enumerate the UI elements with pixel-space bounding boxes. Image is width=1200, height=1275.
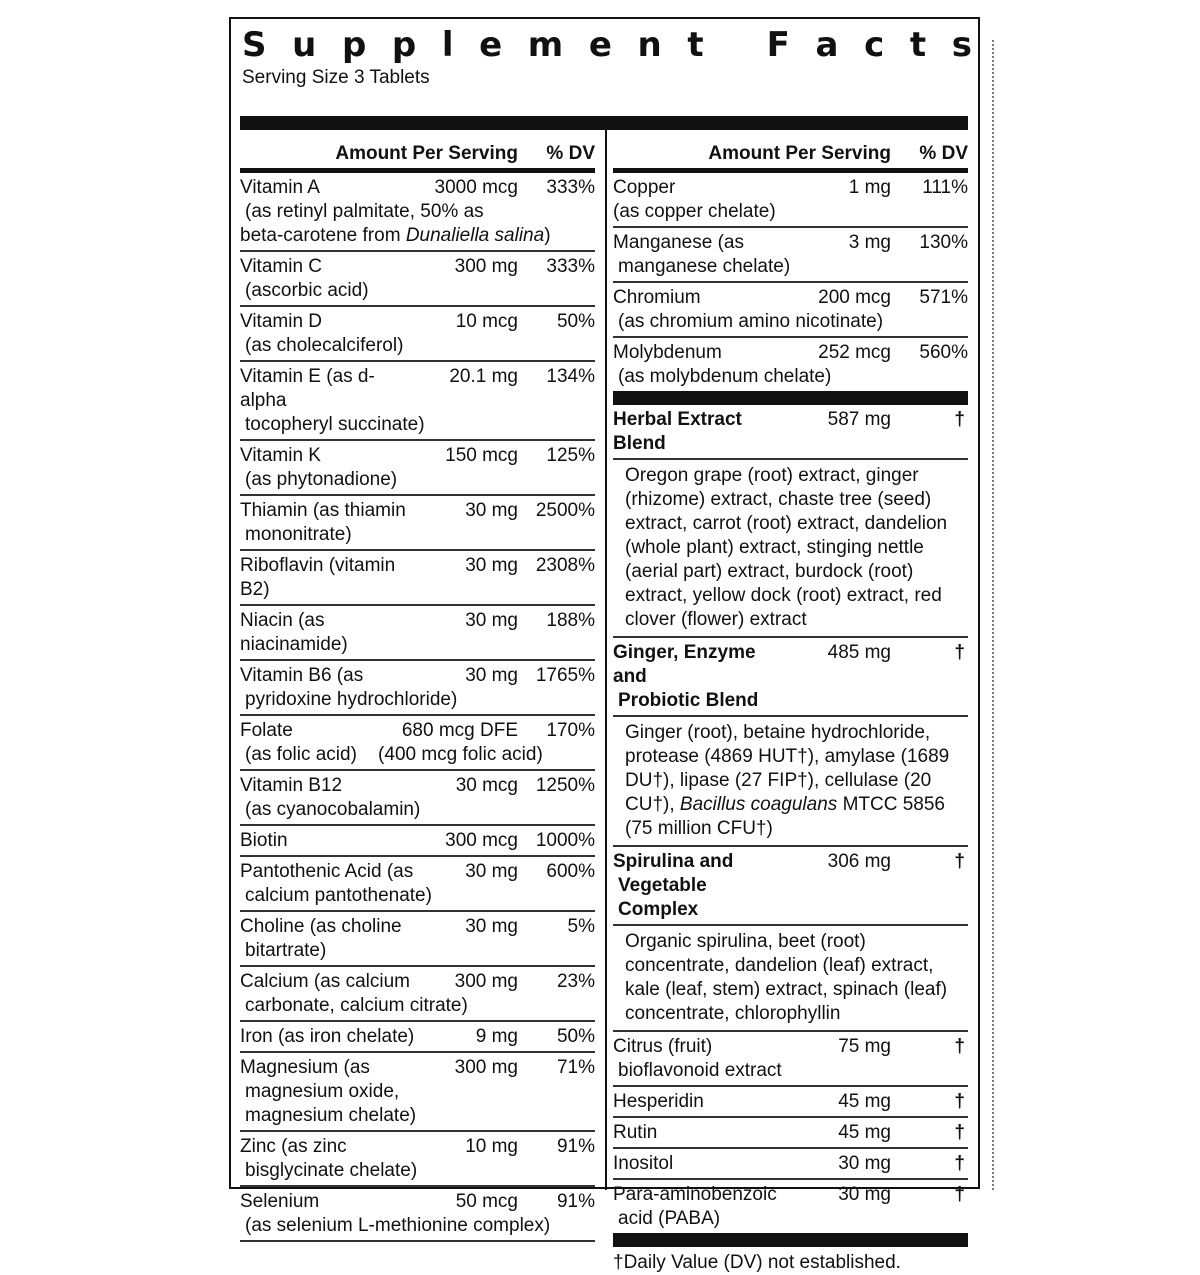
blend-name: Herbal Extract Blend	[613, 409, 742, 454]
nutrient-name: Calcium (as calcium	[240, 971, 410, 992]
nutrient-row-vitamin-k	[240, 441, 595, 496]
nutrient-name: Vitamin C	[240, 256, 323, 277]
nutrient-name: Pantothenic Acid (as	[240, 861, 414, 882]
nutrient-row-zinc	[240, 1132, 595, 1187]
nutrient-name: Rutin	[613, 1122, 658, 1143]
nutrient-name: Vitamin E (as d-alpha	[240, 366, 375, 411]
title-letter: l	[441, 25, 454, 65]
left-column	[240, 130, 595, 1242]
nutrient-source: mononitrate)	[245, 524, 352, 545]
nutrient-source: (as copper chelate)	[613, 201, 776, 222]
nutrient-name: Vitamin A	[240, 177, 320, 198]
nutrient-name: Thiamin (as thiamin	[240, 500, 406, 521]
title-letter: e	[588, 25, 612, 65]
dagger-mark: †	[954, 1184, 965, 1205]
species-name: Dunaliella salina	[405, 225, 545, 246]
nutrient-amount: 30 mg	[465, 861, 518, 882]
title-letter: s	[951, 25, 972, 65]
nutrient-source: (as folic acid) (400 mcg folic acid)	[245, 744, 543, 765]
title-letter: a	[815, 25, 839, 65]
thick-rule	[613, 391, 968, 405]
footnote: †Daily Value (DV) not established.	[613, 1252, 901, 1273]
nutrient-amount: 300 mg	[454, 971, 518, 992]
nutrient-row-molybdenum	[613, 338, 968, 391]
nutrient-dv: 2308%	[535, 555, 595, 576]
blend-amount: 306 mg	[827, 851, 891, 872]
nutrient-dv: 50%	[556, 1026, 595, 1047]
nutrient-name: Vitamin D	[240, 311, 323, 332]
nutrient-name: Vitamin K	[240, 445, 321, 466]
nutrient-dv: 1250%	[535, 775, 595, 796]
nutrient-row-vitamin-b12	[240, 771, 595, 826]
nutrient-name: Biotin	[240, 830, 288, 851]
blend-ingredients-herbal: Oregon grape (root) extract, ginger (rhizome) extract, chaste tree (seed) extract, carrot (root) extract, dandelion (whole plant) extract, stinging nettle (aerial part) extract, burdock (root) extract, yellow dock (root) extract, red clover (flower) extract	[613, 460, 968, 638]
nutrient-amount: 200 mcg	[818, 287, 891, 308]
nutrient-amount: 680 mcg DFE	[401, 720, 518, 741]
nutrient-row-calcium	[240, 967, 595, 1022]
title-letter	[729, 25, 741, 65]
dagger-mark: †	[954, 1091, 965, 1112]
blend-amount: 587 mg	[827, 409, 891, 430]
title-letter: c	[864, 25, 885, 65]
title-letter: u	[292, 25, 317, 65]
nutrient-dv: 134%	[546, 366, 595, 387]
blend-ingredients-ginger: Ginger (root), betaine hydrochloride, protease (4869 HUT†), amylase (1689 DU†), lipase (27 FIP†), cellulase (20 CU†), Bacillus coagulans MTCC 5856 (75 million CFU†)	[613, 717, 968, 847]
nutrient-dv: 333%	[546, 256, 595, 277]
nutrient-name: Folate	[240, 720, 293, 741]
nutrient-name: Magnesium (as	[240, 1057, 370, 1078]
nutrient-source: carbonate, calcium citrate)	[245, 995, 468, 1016]
nutrient-amount: 30 mg	[465, 500, 518, 521]
nutrient-dv: 2500%	[535, 500, 595, 521]
title-letter: S	[242, 25, 267, 65]
right-column	[613, 130, 968, 1275]
nutrient-row-rutin	[613, 1118, 968, 1149]
nutrient-source: bioflavonoid extract	[618, 1060, 782, 1081]
nutrient-row-chromium	[613, 283, 968, 338]
nutrient-name: Inositol	[613, 1153, 674, 1174]
nutrient-name: Niacin (as niacinamide)	[240, 610, 348, 655]
nutrient-dv: 560%	[919, 342, 968, 363]
nutrient-source: (as cholecalciferol)	[245, 335, 404, 356]
nutrient-dv: 5%	[567, 916, 595, 937]
thick-rule	[240, 116, 968, 130]
nutrient-row-biotin	[240, 826, 595, 857]
nutrient-amount: 300 mcg	[445, 830, 518, 851]
nutrient-row-pantothenic-acid	[240, 857, 595, 912]
blend-name: Ginger, Enzyme and	[613, 642, 756, 687]
nutrient-name: Copper	[613, 177, 676, 198]
nutrient-amount: 30 mg	[465, 665, 518, 686]
nutrient-amount: 20.1 mg	[449, 366, 518, 387]
folic-acid-note: (400 mcg folic acid)	[378, 744, 543, 765]
nutrient-dv: 1765%	[535, 665, 595, 686]
nutrient-source: tocopheryl succinate)	[245, 414, 425, 435]
nutrient-name: Selenium	[240, 1191, 320, 1212]
nutrient-amount: 10 mcg	[455, 311, 518, 332]
nutrient-dv: 333%	[546, 177, 595, 198]
nutrient-amount: 30 mg	[838, 1184, 891, 1205]
nutrient-name: Vitamin B6 (as	[240, 665, 364, 686]
nutrient-amount: 45 mg	[838, 1091, 891, 1112]
nutrient-dv: 571%	[919, 287, 968, 308]
dagger-mark: †	[954, 851, 965, 872]
nutrient-source: (ascorbic acid)	[245, 280, 369, 301]
nutrient-source-2: beta-carotene from Dunaliella salina)	[240, 225, 551, 246]
nutrient-dv: 170%	[546, 720, 595, 741]
blend-name-2: Vegetable Complex	[618, 875, 707, 920]
nutrient-source: (as cyanocobalamin)	[245, 799, 421, 820]
nutrient-amount: 10 mg	[465, 1136, 518, 1157]
blend-row-herbal-extract	[613, 405, 968, 460]
nutrient-row-inositol	[613, 1149, 968, 1180]
title-letter: F	[766, 25, 790, 65]
nutrient-dv: 130%	[919, 232, 968, 253]
nutrient-row-riboflavin	[240, 551, 595, 606]
dagger-mark: †	[954, 1122, 965, 1143]
nutrient-row-copper	[613, 173, 968, 228]
nutrient-amount: 300 mg	[454, 256, 518, 277]
supplement-facts-panel	[229, 17, 980, 1273]
nutrient-source: acid (PABA)	[618, 1208, 721, 1229]
nutrient-name: Para-aminobenzoic	[613, 1184, 777, 1205]
nutrient-dv: 111%	[922, 177, 968, 198]
nutrient-dv: 50%	[556, 311, 595, 332]
title-letter: t	[687, 25, 704, 65]
nutrient-row-niacin	[240, 606, 595, 661]
nutrient-name: Chromium	[613, 287, 701, 308]
species-name: Bacillus coagulans	[679, 794, 838, 815]
adjacent-panel-edge	[992, 40, 998, 1190]
nutrient-row-vitamin-a	[240, 173, 595, 252]
nutrient-dv: 91%	[556, 1191, 595, 1212]
nutrient-source: (as retinyl palmitate, 50% as	[245, 201, 484, 222]
nutrient-name: Manganese (as	[613, 232, 744, 253]
nutrient-row-vitamin-c	[240, 252, 595, 307]
column-header	[240, 130, 595, 173]
column-divider	[605, 130, 607, 1190]
nutrient-dv: 71%	[556, 1057, 595, 1078]
nutrient-amount: 30 mg	[465, 610, 518, 631]
nutrient-row-citrus	[613, 1032, 968, 1087]
nutrient-source: bitartrate)	[245, 940, 327, 961]
blend-ingredients-spirulina: Organic spirulina, beet (root) concentrate, dandelion (leaf) extract, kale (leaf, stem) extract, spinach (leaf) concentrate, chlorophyllin	[613, 926, 968, 1032]
panel-title	[242, 25, 972, 65]
nutrient-amount: 75 mg	[838, 1036, 891, 1057]
blend-amount: 485 mg	[827, 642, 891, 663]
dagger-mark: †	[954, 642, 965, 663]
nutrient-row-folate	[240, 716, 595, 771]
nutrient-dv: 600%	[546, 861, 595, 882]
nutrient-source-2: magnesium chelate)	[245, 1105, 417, 1126]
nutrient-amount: 252 mcg	[818, 342, 891, 363]
nutrient-name: Molybdenum	[613, 342, 722, 363]
nutrient-name: Hesperidin	[613, 1091, 704, 1112]
nutrient-name: Choline (as choline	[240, 916, 402, 937]
nutrient-dv: 125%	[546, 445, 595, 466]
nutrient-amount: 30 mg	[838, 1153, 891, 1174]
nutrient-source: (as molybdenum chelate)	[618, 366, 832, 387]
nutrient-source: pyridoxine hydrochloride)	[245, 689, 458, 710]
nutrient-amount: 1 mg	[848, 177, 891, 198]
nutrient-name: Zinc (as zinc	[240, 1136, 347, 1157]
blend-name-2: Probiotic Blend	[618, 690, 759, 711]
amount-header: Amount Per Serving	[708, 143, 891, 164]
title-letter: m	[527, 25, 564, 65]
blend-name: Spirulina and	[613, 851, 734, 872]
column-header	[613, 130, 968, 173]
dagger-mark: †	[954, 1153, 965, 1174]
nutrient-source: bisglycinate chelate)	[245, 1160, 418, 1181]
amount-header: Amount Per Serving	[335, 143, 518, 164]
nutrient-row-vitamin-d	[240, 307, 595, 362]
title-letter: t	[909, 25, 927, 65]
blend-row-spirulina	[613, 847, 968, 926]
nutrient-name: Vitamin B12	[240, 775, 343, 796]
nutrient-source: (as chromium amino nicotinate)	[618, 311, 884, 332]
nutrient-source: calcium pantothenate)	[245, 885, 432, 906]
dv-header: % DV	[919, 143, 968, 164]
nutrient-row-manganese	[613, 228, 968, 283]
nutrient-row-paba	[613, 1180, 968, 1233]
nutrient-name: Citrus (fruit)	[613, 1036, 713, 1057]
nutrient-amount: 3 mg	[848, 232, 891, 253]
nutrient-source: manganese chelate)	[618, 256, 791, 277]
nutrient-amount: 3000 mcg	[434, 177, 518, 198]
nutrient-row-vitamin-e	[240, 362, 595, 441]
nutrient-dv: 23%	[556, 971, 595, 992]
thick-rule	[613, 1233, 968, 1247]
title-letter: p	[341, 25, 367, 65]
nutrient-amount: 30 mcg	[455, 775, 518, 796]
nutrient-name: Riboflavin (vitamin B2)	[240, 555, 396, 600]
dagger-mark: †	[954, 1036, 965, 1057]
blend-row-ginger-enzyme-probiotic	[613, 638, 968, 717]
nutrient-dv: 188%	[546, 610, 595, 631]
title-letter: e	[479, 25, 503, 65]
dv-header: % DV	[546, 143, 595, 164]
nutrient-row-vitamin-b6	[240, 661, 595, 716]
nutrient-amount: 300 mg	[454, 1057, 518, 1078]
nutrient-amount: 30 mg	[465, 555, 518, 576]
dagger-mark: †	[954, 409, 965, 430]
nutrient-source: magnesium oxide,	[245, 1081, 400, 1102]
nutrient-amount: 50 mcg	[455, 1191, 518, 1212]
nutrient-amount: 45 mg	[838, 1122, 891, 1143]
nutrient-row-choline	[240, 912, 595, 967]
nutrient-amount: 150 mcg	[445, 445, 518, 466]
serving-size: Serving Size 3 Tablets	[242, 67, 430, 88]
nutrient-row-magnesium	[240, 1053, 595, 1132]
nutrient-amount: 9 mg	[475, 1026, 518, 1047]
nutrient-source: (as phytonadione)	[245, 469, 398, 490]
nutrient-row-iron	[240, 1022, 595, 1053]
nutrient-row-selenium	[240, 1187, 595, 1242]
nutrient-row-hesperidin	[613, 1087, 968, 1118]
title-letter: p	[391, 25, 417, 65]
title-letter: n	[637, 25, 662, 65]
nutrient-dv: 91%	[556, 1136, 595, 1157]
nutrient-dv: 1000%	[535, 830, 595, 851]
nutrient-amount: 30 mg	[465, 916, 518, 937]
nutrient-source: (as selenium L-methionine complex)	[245, 1215, 551, 1236]
nutrient-row-thiamin	[240, 496, 595, 551]
nutrient-name: Iron (as iron chelate)	[240, 1026, 415, 1047]
